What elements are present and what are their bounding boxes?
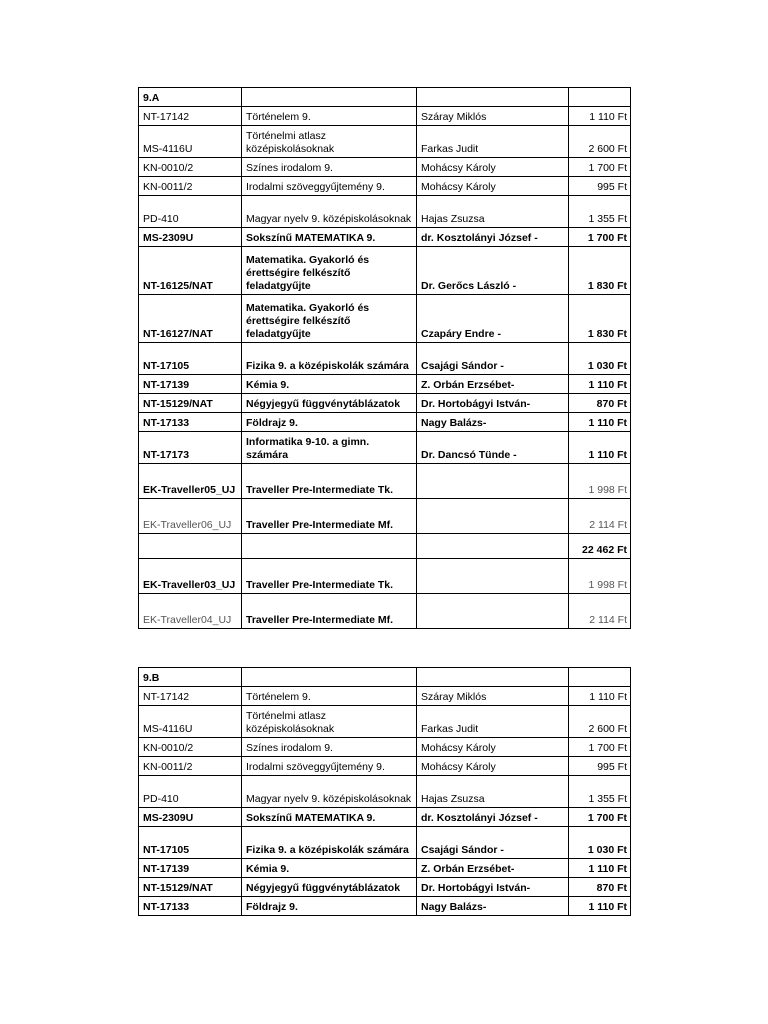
- book-author: dr. Kosztolányi József -: [417, 808, 569, 827]
- table-row: [139, 158, 631, 177]
- table-row: [139, 808, 631, 827]
- book-price: 870 Ft: [569, 878, 631, 897]
- book-title: Magyar nyelv 9. középiskolásoknak: [242, 196, 417, 228]
- book-title: Kémia 9.: [242, 375, 417, 394]
- table-row: [139, 897, 631, 916]
- book-title: Földrajz 9.: [242, 897, 417, 916]
- book-price: 1 998 Ft: [569, 559, 631, 594]
- table-row: [139, 247, 631, 295]
- book-author: Nagy Balázs-: [417, 413, 569, 432]
- total-row: [139, 534, 631, 559]
- book-author: Farkas Judit: [417, 706, 569, 738]
- book-code: NT-16125/NAT: [139, 247, 242, 295]
- book-code: EK-Traveller03_UJ: [139, 559, 242, 594]
- book-author: Mohácsy Károly: [417, 158, 569, 177]
- book-title: Traveller Pre-Intermediate Mf.: [242, 499, 417, 534]
- book-price: 1 110 Ft: [569, 859, 631, 878]
- table-row: [139, 228, 631, 247]
- table-row: [139, 464, 631, 499]
- book-price: 1 110 Ft: [569, 897, 631, 916]
- table-row: [139, 413, 631, 432]
- table-row: [139, 859, 631, 878]
- book-author: Hajas Zsuzsa: [417, 196, 569, 228]
- book-price: 870 Ft: [569, 394, 631, 413]
- book-code: NT-17139: [139, 859, 242, 878]
- table-row: [139, 432, 631, 464]
- book-author: Csajági Sándor -: [417, 827, 569, 859]
- book-price: 1 700 Ft: [569, 738, 631, 757]
- table-row: [139, 706, 631, 738]
- book-title: Informatika 9-10. a gimn. számára: [242, 432, 417, 464]
- table-row: [139, 559, 631, 594]
- book-title: Színes irodalom 9.: [242, 738, 417, 757]
- book-code: MS-4116U: [139, 706, 242, 738]
- table-row: [139, 776, 631, 808]
- book-code: KN-0011/2: [139, 757, 242, 776]
- table-row: [139, 738, 631, 757]
- class-title: 9.B: [139, 668, 242, 687]
- book-author: Mohácsy Károly: [417, 757, 569, 776]
- table-row: [139, 196, 631, 228]
- book-author: Dr. Hortobágyi István-: [417, 394, 569, 413]
- book-title: Irodalmi szöveggyűjtemény 9.: [242, 757, 417, 776]
- table-row: [139, 375, 631, 394]
- book-price: 2 600 Ft: [569, 706, 631, 738]
- book-code: MS-2309U: [139, 228, 242, 247]
- book-price: 1 700 Ft: [569, 808, 631, 827]
- book-title: Történelmi atlasz középiskolásoknak: [242, 706, 417, 738]
- book-code: EK-Traveller05_UJ: [139, 464, 242, 499]
- book-code: NT-15129/NAT: [139, 394, 242, 413]
- book-title: Négyjegyű függvénytáblázatok: [242, 878, 417, 897]
- book-title: Történelem 9.: [242, 687, 417, 706]
- book-price: 995 Ft: [569, 177, 631, 196]
- table-row: [139, 594, 631, 629]
- table-header-row: [139, 88, 631, 107]
- book-code: KN-0011/2: [139, 177, 242, 196]
- table-row: [139, 343, 631, 375]
- table-row: [139, 687, 631, 706]
- table-row: [139, 757, 631, 776]
- book-title: Történelem 9.: [242, 107, 417, 126]
- book-price: 1 030 Ft: [569, 343, 631, 375]
- class-9a-table: [138, 87, 631, 629]
- table-row: [139, 394, 631, 413]
- book-code: NT-15129/NAT: [139, 878, 242, 897]
- table-row: [139, 177, 631, 196]
- book-author: Mohácsy Károly: [417, 738, 569, 757]
- total-price: 22 462 Ft: [569, 534, 631, 559]
- book-author: [417, 499, 569, 534]
- book-code: NT-16127/NAT: [139, 295, 242, 343]
- book-author: Csajági Sándor -: [417, 343, 569, 375]
- book-author: Dr. Dancsó Tünde -: [417, 432, 569, 464]
- class-9b-table: [138, 667, 631, 916]
- book-price: 1 830 Ft: [569, 295, 631, 343]
- book-price: 1 110 Ft: [569, 375, 631, 394]
- book-price: 2 114 Ft: [569, 594, 631, 629]
- book-author: [417, 559, 569, 594]
- book-price: 1 355 Ft: [569, 776, 631, 808]
- book-code: NT-17133: [139, 897, 242, 916]
- book-title: Fizika 9. a középiskolák számára: [242, 343, 417, 375]
- table-row: [139, 126, 631, 158]
- book-title: Magyar nyelv 9. középiskolásoknak: [242, 776, 417, 808]
- book-title: Matematika. Gyakorló és érettségire felkészítő feladatgyűjte: [242, 247, 417, 295]
- book-author: Száray Miklós: [417, 687, 569, 706]
- book-code: NT-17173: [139, 432, 242, 464]
- book-price: 1 110 Ft: [569, 107, 631, 126]
- book-price: 995 Ft: [569, 757, 631, 776]
- book-code: KN-0010/2: [139, 158, 242, 177]
- book-author: Dr. Gerőcs László -: [417, 247, 569, 295]
- table-row: [139, 107, 631, 126]
- table-row: [139, 295, 631, 343]
- book-author: Farkas Judit: [417, 126, 569, 158]
- book-code: MS-2309U: [139, 808, 242, 827]
- book-price: 2 600 Ft: [569, 126, 631, 158]
- class-title: 9.A: [139, 88, 242, 107]
- book-code: MS-4116U: [139, 126, 242, 158]
- book-title: Sokszínű MATEMATIKA 9.: [242, 228, 417, 247]
- book-author: Mohácsy Károly: [417, 177, 569, 196]
- book-title: Színes irodalom 9.: [242, 158, 417, 177]
- book-code: NT-17133: [139, 413, 242, 432]
- book-title: Kémia 9.: [242, 859, 417, 878]
- book-price: 1 700 Ft: [569, 228, 631, 247]
- book-title: Traveller Pre-Intermediate Mf.: [242, 594, 417, 629]
- book-price: 1 110 Ft: [569, 432, 631, 464]
- book-code: NT-17142: [139, 107, 242, 126]
- book-title: Négyjegyű függvénytáblázatok: [242, 394, 417, 413]
- book-title: Fizika 9. a középiskolák számára: [242, 827, 417, 859]
- book-price: 1 110 Ft: [569, 687, 631, 706]
- book-code: NT-17105: [139, 827, 242, 859]
- book-price: 1 700 Ft: [569, 158, 631, 177]
- book-title: Irodalmi szöveggyűjtemény 9.: [242, 177, 417, 196]
- book-title: Matematika. Gyakorló és érettségire felkészítő feladatgyűjte: [242, 295, 417, 343]
- book-code: EK-Traveller06_UJ: [139, 499, 242, 534]
- book-price: 1 355 Ft: [569, 196, 631, 228]
- book-code: NT-17105: [139, 343, 242, 375]
- book-code: NT-17142: [139, 687, 242, 706]
- table-header-row: [139, 668, 631, 687]
- book-author: Hajas Zsuzsa: [417, 776, 569, 808]
- book-price: 1 998 Ft: [569, 464, 631, 499]
- book-price: 1 110 Ft: [569, 413, 631, 432]
- book-code: PD-410: [139, 196, 242, 228]
- book-price: 1 830 Ft: [569, 247, 631, 295]
- book-price: 1 030 Ft: [569, 827, 631, 859]
- book-author: [417, 594, 569, 629]
- book-author: Czapáry Endre -: [417, 295, 569, 343]
- book-author: [417, 464, 569, 499]
- book-title: Traveller Pre-Intermediate Tk.: [242, 559, 417, 594]
- book-author: Száray Miklós: [417, 107, 569, 126]
- book-author: dr. Kosztolányi József -: [417, 228, 569, 247]
- book-title: Traveller Pre-Intermediate Tk.: [242, 464, 417, 499]
- book-code: EK-Traveller04_UJ: [139, 594, 242, 629]
- table-row: [139, 827, 631, 859]
- table-row: [139, 499, 631, 534]
- book-author: Z. Orbán Erzsébet-: [417, 375, 569, 394]
- book-price: 2 114 Ft: [569, 499, 631, 534]
- book-code: KN-0010/2: [139, 738, 242, 757]
- book-title: Sokszínű MATEMATIKA 9.: [242, 808, 417, 827]
- table-row: [139, 878, 631, 897]
- book-title: Történelmi atlasz középiskolásoknak: [242, 126, 417, 158]
- book-title: Földrajz 9.: [242, 413, 417, 432]
- book-code: NT-17139: [139, 375, 242, 394]
- book-code: PD-410: [139, 776, 242, 808]
- book-author: Z. Orbán Erzsébet-: [417, 859, 569, 878]
- book-author: Dr. Hortobágyi István-: [417, 878, 569, 897]
- book-author: Nagy Balázs-: [417, 897, 569, 916]
